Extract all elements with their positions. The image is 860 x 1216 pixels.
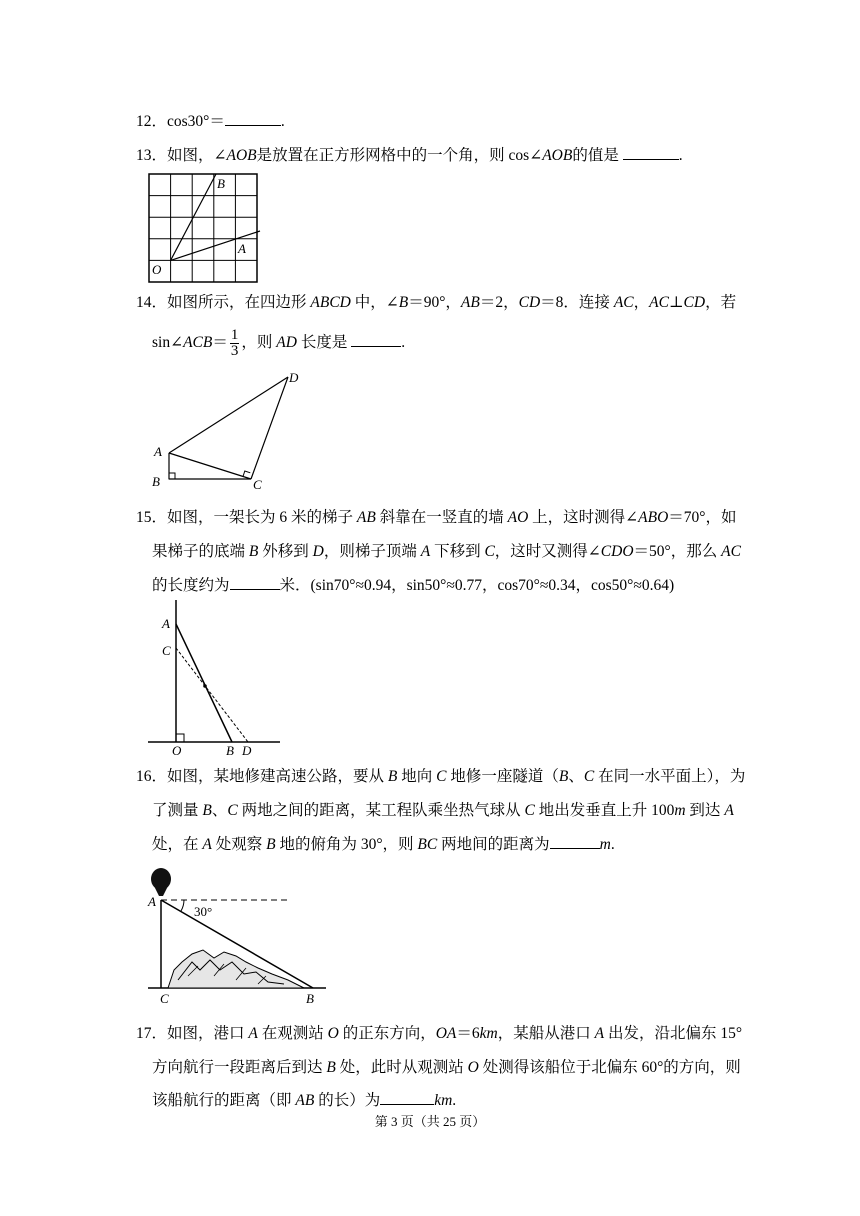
- q16-line2: 了测量 B、C 两地之间的距离，某工程队乘坐热气球从 C 地出发垂直上升 100m 到达 A: [152, 802, 734, 819]
- hot-air-balloon-icon: [151, 868, 171, 896]
- angle-label: 30°: [194, 904, 213, 919]
- label-a: A: [148, 894, 156, 909]
- label-o: O: [152, 262, 162, 277]
- label-c: C: [160, 991, 169, 1006]
- answer-blank[interactable]: [623, 159, 679, 160]
- q15-line3: 的长度约为 米．(sin70°≈0.94，sin50°≈0.77，cos70°≈0.34，cos50°≈0.64): [152, 577, 675, 594]
- ladder-figure: [148, 600, 288, 760]
- label-b: B: [152, 474, 160, 489]
- grid-figure: [148, 173, 260, 285]
- q17-line3: 该船航行的距离（即 AB 的长）为 km.: [152, 1092, 457, 1109]
- label-o: O: [172, 743, 182, 758]
- label-a: A: [238, 241, 246, 256]
- q17-line2: 方向航行一段距离后到达 B 处，此时从观测站 O 处测得该船位于北偏东 60°的方向，则: [152, 1059, 741, 1076]
- label-c: C: [253, 477, 262, 492]
- q14-line2: sin∠ACB＝ $\frac{1}{3}$ ，则 AD 长度是 .: [152, 326, 406, 359]
- quadrilateral-figure: [148, 368, 308, 493]
- label-b: B: [217, 176, 225, 191]
- answer-blank[interactable]: [225, 125, 281, 126]
- q15-line1: 15．如图，一架长为 6 米的梯子 AB 斜靠在一竖直的墙 AO 上，这时测得∠ABO＝70°，如: [136, 509, 737, 526]
- label-d: D: [289, 370, 299, 385]
- label-a: A: [154, 444, 162, 459]
- q12: 12．cos30°＝ .: [136, 113, 285, 130]
- q17-line1: 17．如图，港口 A 在观测站 O 的正东方向，OA＝6km，某船从港口 A 出发，沿北偏东 15°: [136, 1025, 743, 1042]
- label-d: D: [242, 743, 252, 758]
- label-b: B: [226, 743, 234, 758]
- balloon-figure: [148, 866, 333, 1006]
- q16-line1: 16．如图，某地修建高速公路，要从 B 地向 C 地修一座隧道（B、C 在同一水平面上），为: [136, 768, 746, 785]
- q13: 13．如图，∠AOB是放置在正方形网格中的一个角，则 cos∠AOB的值是 .: [136, 147, 683, 164]
- q14-line1: 14．如图所示，在四边形 ABCD 中，∠B＝90°，AB＝2，CD＝8．连接 AC，AC⊥CD，若: [136, 294, 737, 311]
- q15-line2: 果梯子的底端 B 外移到 D，则梯子顶端 A 下移到 C，这时又测得∠CDO＝50°，那么 AC: [152, 543, 741, 560]
- fraction-one-third: $\frac{1}{3}$: [230, 326, 239, 359]
- answer-blank[interactable]: [380, 1104, 434, 1105]
- label-b: B: [306, 991, 314, 1006]
- mountain-icon: [168, 950, 304, 988]
- label-c: C: [162, 643, 171, 658]
- answer-blank[interactable]: [550, 848, 600, 849]
- q16-line3: 处，在 A 处观察 B 地的俯角为 30°，则 BC 两地间的距离为 m.: [152, 836, 615, 853]
- label-a: A: [162, 616, 170, 631]
- page-footer: 第 3 页（共 25 页）: [374, 1114, 486, 1129]
- answer-blank[interactable]: [351, 346, 401, 347]
- answer-blank[interactable]: [230, 589, 280, 590]
